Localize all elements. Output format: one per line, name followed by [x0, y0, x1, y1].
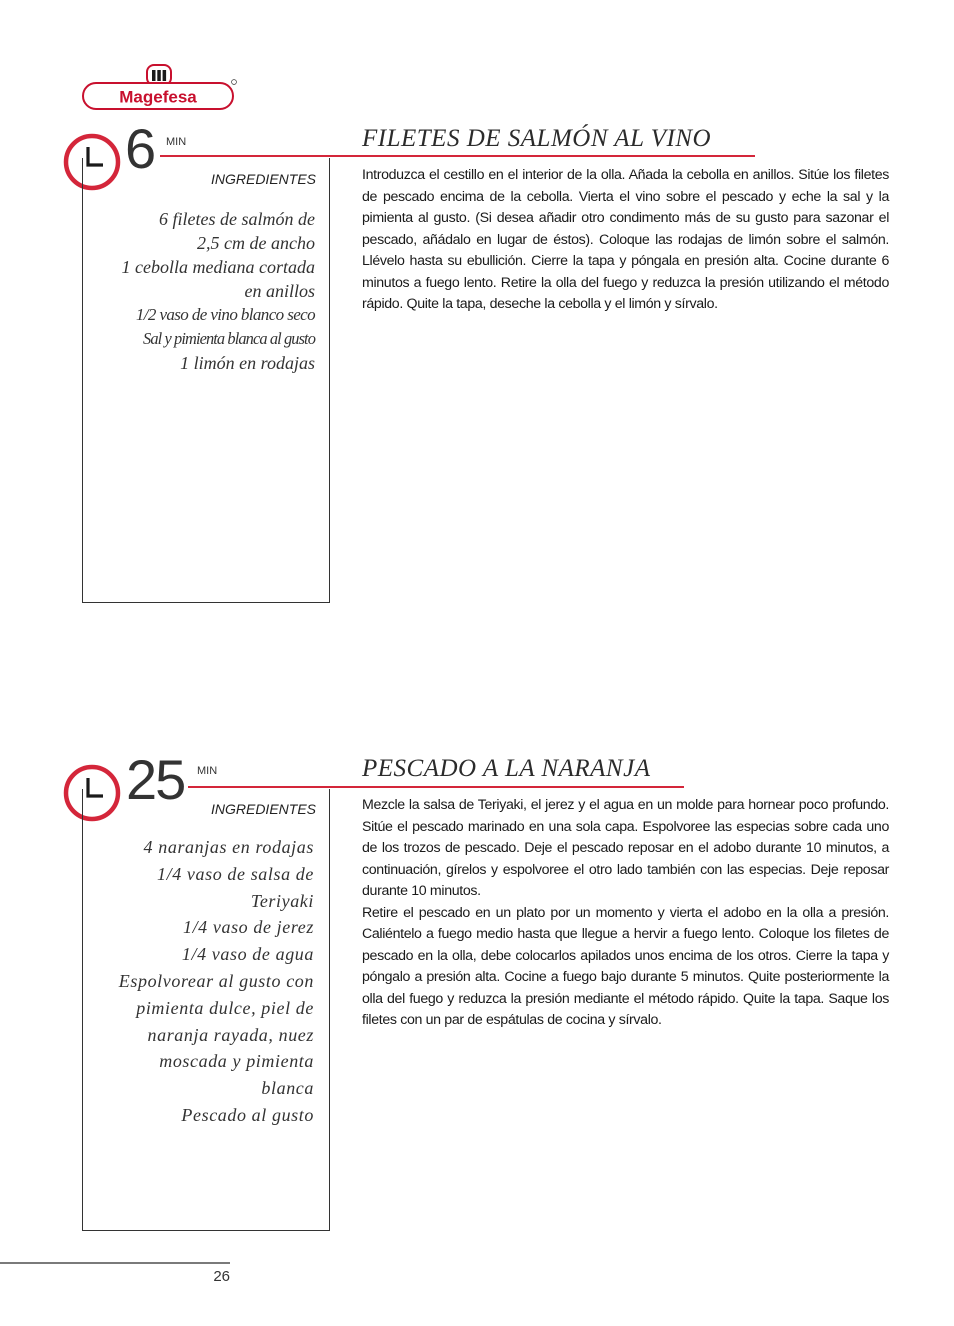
- ingredients-list: [84, 834, 314, 1129]
- title-rule: [160, 155, 755, 157]
- ingredient-item: blanca: [261, 1078, 314, 1099]
- ingredient-item: 6 filetes de salmón de: [159, 209, 315, 229]
- ingredients-label: INGREDIENTES: [210, 801, 316, 817]
- ingredient-item: Pescado al gusto: [181, 1104, 314, 1125]
- ingredient-item: Sal y pimienta blanca al gusto: [143, 329, 315, 348]
- ingredient-item: 1 cebolla mediana cortada: [121, 257, 315, 277]
- ingredient-item: 1/4 vaso de salsa de: [157, 863, 314, 884]
- cook-time-value: 25: [126, 748, 185, 811]
- ingredient-item: 1 limón en rodajas: [180, 353, 315, 373]
- ingredient-item: 4 naranjas en rodajas: [143, 837, 314, 857]
- ingredient-item: 1/4 vaso de jerez: [182, 917, 314, 938]
- cook-time-unit: MIN: [197, 765, 218, 777]
- footer-rule: [0, 1262, 230, 1264]
- ingredient-item: 1/4 vaso de agua: [181, 944, 314, 965]
- ingredient-item: moscada y pimienta: [159, 1051, 314, 1072]
- instruction-paragraph: Retire el pescado en un plato por un momento y vierta el adobo en la olla a presión. Caliéntelo a fuego medio hasta que llegue a hervir a fuego lento. Coloque los filetes de pescado en la olla, debe colocarlos apilados unos encima de los otros. Cierre la tapa y póngalo a presión alta. Cocine a fuego bajo durante 5 minutos. Quite posteriormente la olla del fuego y reduzca la presión mediante el método rápido. Quite la tapa. Saque los filetes con un par de espátulas de cocina y sírvalo.: [362, 904, 889, 1028]
- recipe-title: PESCADO A LA NARANJA: [362, 755, 651, 782]
- ingredient-item: Teriyaki: [250, 890, 314, 911]
- ingredients-label: INGREDIENTES: [210, 171, 316, 187]
- cook-time-unit: MIN: [166, 136, 187, 148]
- cook-time-value: 6: [125, 117, 155, 180]
- title-rule: [188, 786, 684, 788]
- ingredient-item: pimienta dulce, piel de: [136, 997, 314, 1018]
- recipe-instructions: [362, 795, 889, 1032]
- ingredient-item: naranja rayada, nuez: [147, 1024, 314, 1045]
- ingredient-item: 2,5 cm de ancho: [197, 233, 315, 253]
- recipe-instructions: [362, 165, 889, 316]
- ingredient-item: Espolvorear al gusto con: [118, 970, 314, 991]
- recipe-title: FILETES DE SALMÓN AL VINO: [362, 125, 712, 152]
- ingredients-list: [84, 207, 315, 375]
- logo-wordmark: Magefesa: [119, 87, 197, 107]
- instruction-paragraph: Mezcle la salsa de Teriyaki, el jerez y el agua en un molde para hornear poco profundo. Sitúe el pescado marinado en una sola capa. Espolvoree las especias sobre cada uno de los trozos de pescado. Deje el pescado reposar en el adobo durante 10 minutos, a continuación, gírelos y espolvoree el otro lado también con las especias. Deje reposar durante 10 minutos.: [362, 797, 889, 899]
- page-number: 26: [213, 1268, 230, 1285]
- instruction-paragraph: Introduzca el cestillo en el interior de la olla. Añada la cebolla en anillos. Sitúe los filetes de pescado encima de la cebolla. Vierta el vino sobre el pescado y eche la sal y la pimienta al gusto. (Si desea añadir otro condimento más de su gusto para sazonar el pescado, añádalo en lugar de éstos). Coloque las rodajas de limón sobre el salmón. Llévelo hasta su ebullición. Cierre la tapa y póngala en presión alta. Cocine durante 6 minutos a fuego lento. Retire la olla del fuego y reduzca la presión utilizando el método rápido. Quite la tapa, deseche la cebolla y el limón y sírvalo.: [362, 167, 889, 312]
- ingredient-item: 1/2 vaso de vino blanco seco: [135, 305, 315, 324]
- ingredient-item: en anillos: [244, 281, 315, 301]
- magefesa-logo: [81, 63, 237, 111]
